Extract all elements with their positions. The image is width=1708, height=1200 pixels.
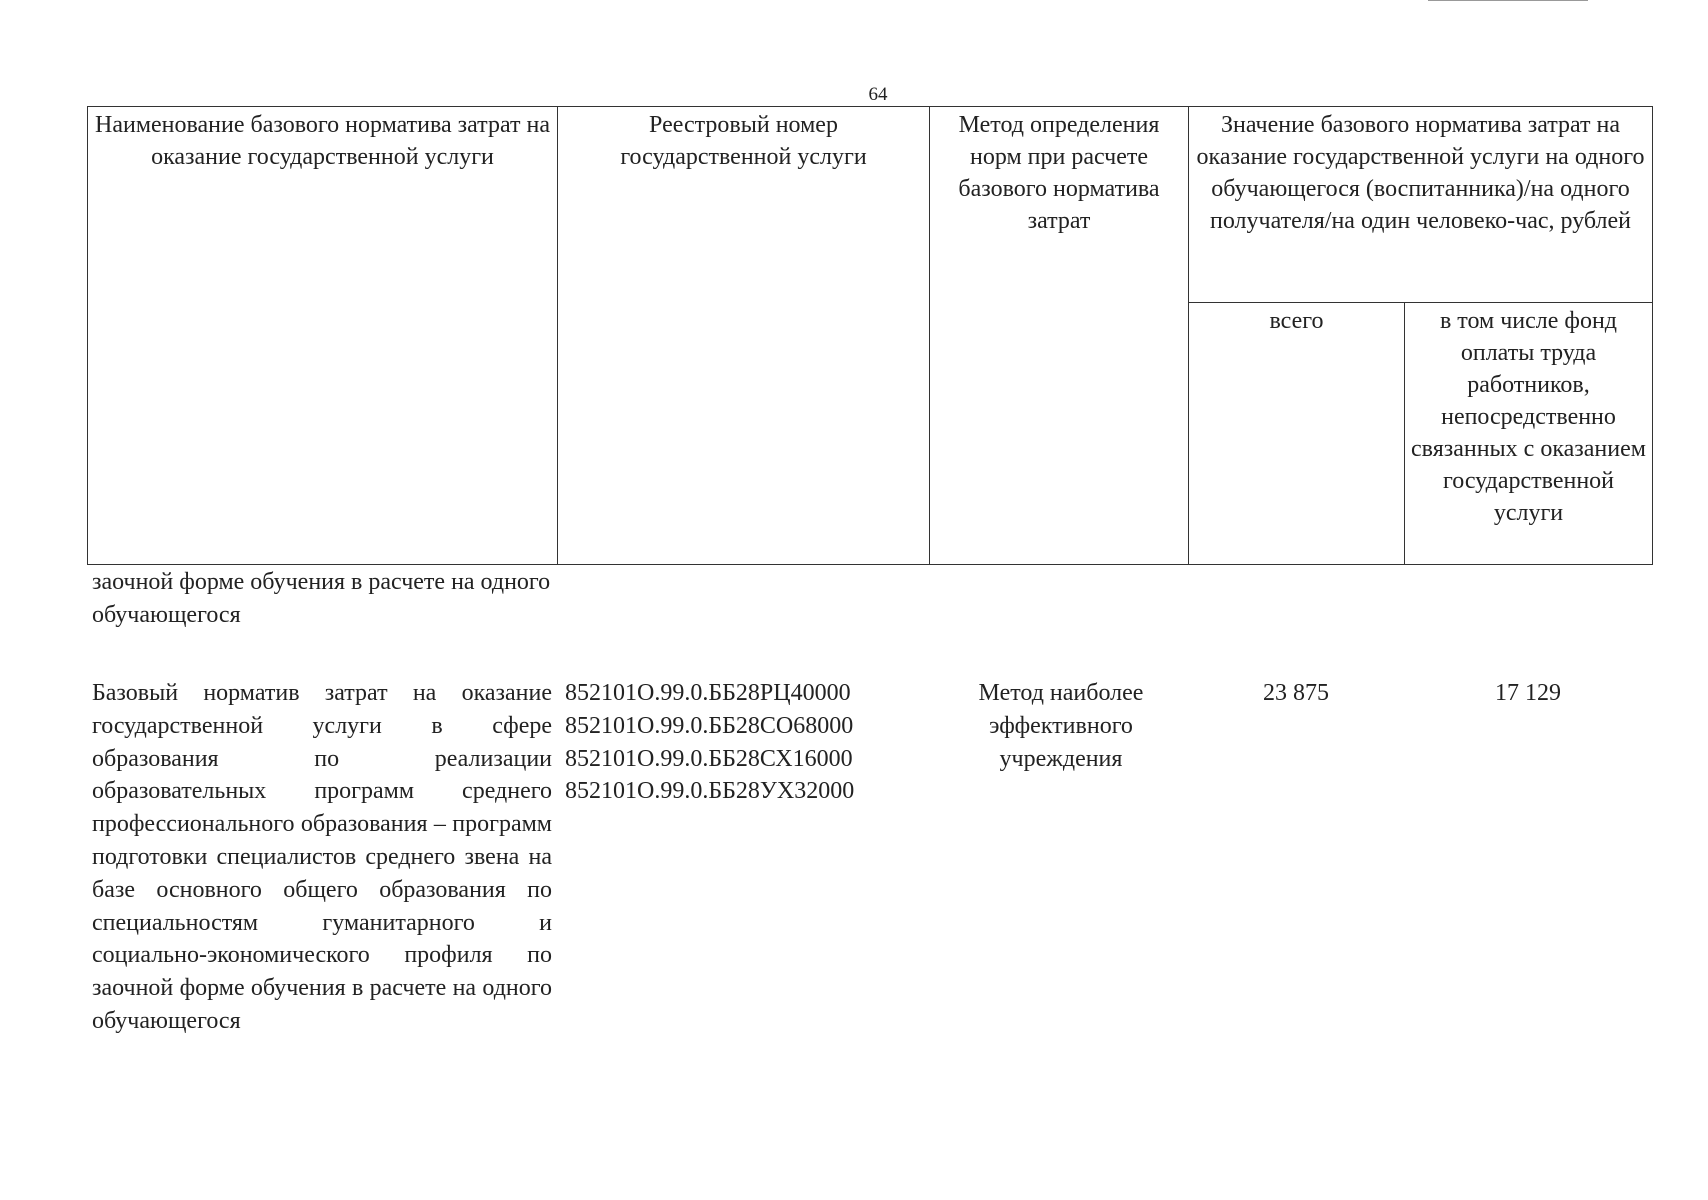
row-name: Базовый норматив затрат на оказание государственной услуги в сфере образования по реализации образовательных программ среднего профессионального образования – программ подготовки специалистов среднего звена на базе основного общего образования по специальностям гуманитарного и социально-экономического профиля по заочной форме обучения в расчете на одного обучающегося [92, 680, 552, 1034]
row-registry-codes [565, 677, 935, 808]
header-registry-number: Реестровый номер государственной услуги [558, 107, 930, 565]
header-norm-value: Значение базового норматива затрат на оказание государственной услуги на одного обучающегося (воспитанника)/на одного получателя/на один человеко-час, рублей [1189, 107, 1653, 303]
registry-code: 852101О.99.0.ББ28СХ16000 [565, 745, 853, 772]
header-name: Наименование базового норматива затрат на оказание государственной услуги [88, 107, 558, 565]
row-total: 23 875 [1263, 680, 1329, 706]
row-wage-fund: 17 129 [1495, 680, 1561, 706]
registry-code: 852101О.99.0.ББ28СО68000 [565, 712, 854, 739]
page-number: 64 [868, 84, 888, 105]
registry-code: 852101О.99.0.ББ28УХ32000 [565, 778, 855, 805]
header-total: всего [1189, 303, 1405, 565]
norms-table-header [87, 106, 1653, 565]
registry-code: 852101О.99.0.ББ28РЦ40000 [565, 680, 851, 706]
row-method: Метод наиболее эффективного учреждения [978, 680, 1144, 772]
header-method: Метод определения норм при расчете базового норматива затрат [930, 107, 1189, 565]
scan-artifact-rule [1428, 0, 1588, 1]
header-wage-fund: в том числе фонд оплаты труда работников, непосредственно связанных с оказанием государственной услуги [1405, 303, 1653, 565]
continuation-text: заочной форме обучения в расчете на одного обучающегося [92, 569, 551, 628]
